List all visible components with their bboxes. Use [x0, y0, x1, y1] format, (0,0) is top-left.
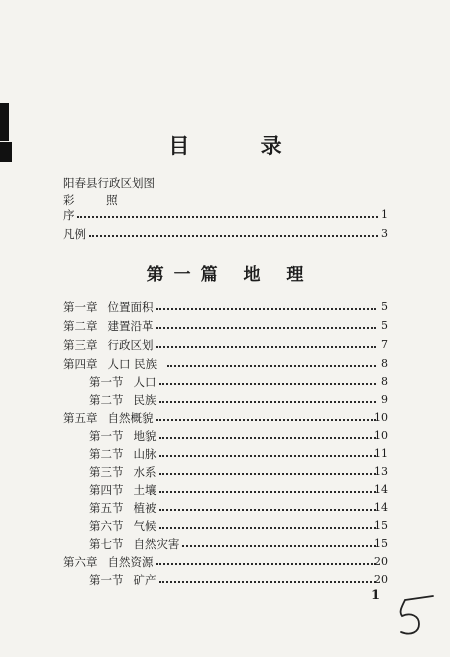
- entry-label: [63, 409, 154, 427]
- leader-dots: [159, 509, 377, 511]
- entry-page: 5: [381, 319, 388, 332]
- entry-page: 20: [374, 573, 388, 586]
- entry-title: 人口 民族: [107, 357, 158, 371]
- toc-entry[interactable]: [0, 427, 450, 445]
- entry-label: [89, 535, 180, 553]
- entry-number: 第一节: [89, 429, 124, 443]
- leader-dots: [77, 216, 378, 218]
- front-item-photos: 彩 照: [63, 193, 132, 207]
- entry-number: 第四节: [89, 483, 124, 497]
- leader-dots: [156, 563, 377, 565]
- toc-entry[interactable]: [0, 553, 450, 571]
- leader-dots: [167, 365, 376, 367]
- entry-label: [63, 553, 154, 571]
- toc-entry[interactable]: [0, 373, 450, 391]
- entry-number: 第五章: [63, 411, 98, 425]
- entry-page: 15: [374, 519, 388, 532]
- toc-entry[interactable]: [0, 298, 450, 316]
- entry-page: 14: [374, 483, 388, 496]
- toc-entry[interactable]: [0, 317, 450, 335]
- entry-title: 自然灾害: [133, 537, 180, 551]
- entry-title: 民族: [133, 393, 157, 407]
- leader-dots: [182, 545, 377, 547]
- entry-title: 土壤: [133, 483, 157, 497]
- leader-dots: [156, 346, 377, 348]
- entry-label: [89, 427, 157, 445]
- leader-dots: [159, 527, 377, 529]
- leader-dots: [89, 235, 378, 237]
- leader-dots: [156, 419, 377, 421]
- entry-label: [89, 499, 157, 517]
- entry-number: 第二节: [89, 393, 124, 407]
- toc-entry[interactable]: [0, 535, 450, 553]
- entry-title: 自然概貌: [107, 411, 154, 425]
- toc-entry-preface[interactable]: [0, 206, 450, 224]
- leader-dots: [159, 491, 377, 493]
- entry-label: [89, 373, 157, 391]
- page-number: 1: [371, 588, 381, 603]
- leader-dots: [159, 473, 377, 475]
- leader-dots: [159, 455, 377, 457]
- toc-entry[interactable]: [0, 463, 450, 481]
- toc-entry[interactable]: [0, 499, 450, 517]
- front-item-map: 阳春县行政区划图: [63, 176, 155, 190]
- entry-label: [89, 463, 157, 481]
- entry-title: 山脉: [133, 447, 157, 461]
- toc-title: 目 录: [168, 133, 314, 158]
- toc-entry[interactable]: [0, 409, 450, 427]
- entry-page: 8: [381, 357, 388, 370]
- entry-title: 位置面积: [107, 300, 154, 314]
- handwritten-mark: [393, 594, 443, 644]
- entry-number: 第一章: [63, 300, 98, 314]
- entry-page: 14: [374, 501, 388, 514]
- entry-label: [63, 355, 157, 373]
- entry-page: 7: [381, 338, 388, 351]
- entry-label: 序: [63, 208, 75, 222]
- entry-label: [89, 391, 157, 409]
- leader-dots: [159, 401, 377, 403]
- entry-label: 凡例: [63, 227, 86, 241]
- entry-page: 9: [381, 393, 388, 406]
- entry-number: 第二章: [63, 319, 98, 333]
- leader-dots: [156, 308, 377, 310]
- entry-label: [89, 517, 157, 535]
- entry-number: 第三章: [63, 338, 98, 352]
- entry-number: 第七节: [89, 537, 124, 551]
- entry-page: 3: [381, 227, 388, 240]
- entry-number: 第一节: [89, 375, 124, 389]
- entry-page: 10: [374, 429, 388, 442]
- entry-number: 第六章: [63, 555, 98, 569]
- entry-title: 建置沿革: [107, 319, 154, 333]
- entry-page: 20: [374, 555, 388, 568]
- entry-title: 矿产: [133, 573, 157, 587]
- entry-title: 植被: [133, 501, 157, 515]
- entry-page: 1: [381, 208, 388, 221]
- toc-entry[interactable]: [0, 517, 450, 535]
- part-title: 第一篇 地 理: [146, 265, 314, 285]
- entry-number: 第四章: [63, 357, 98, 371]
- entry-title: 水系: [133, 465, 157, 479]
- entry-page: 10: [374, 411, 388, 424]
- leader-dots: [156, 327, 377, 329]
- entry-number: 第一节: [89, 573, 124, 587]
- entry-page: 8: [381, 375, 388, 388]
- entry-title: 人口: [133, 375, 157, 389]
- entry-label: [63, 336, 154, 354]
- leader-dots: [159, 437, 377, 439]
- toc-entry[interactable]: [0, 445, 450, 463]
- entry-page: 15: [374, 537, 388, 550]
- entry-label: [89, 571, 157, 589]
- toc-entry[interactable]: [0, 355, 450, 373]
- toc-entry[interactable]: [0, 391, 450, 409]
- toc-entry[interactable]: [0, 481, 450, 499]
- entry-title: 行政区划: [107, 338, 154, 352]
- entry-number: 第二节: [89, 447, 124, 461]
- entry-label: [63, 298, 154, 316]
- entry-label: [63, 317, 154, 335]
- entry-title: 地貌: [133, 429, 157, 443]
- entry-page: 13: [374, 465, 388, 478]
- entry-number: 第六节: [89, 519, 124, 533]
- entry-label: [89, 481, 157, 499]
- entry-page: 11: [374, 447, 388, 460]
- leader-dots: [159, 581, 377, 583]
- entry-number: 第三节: [89, 465, 124, 479]
- toc-entry-notes[interactable]: [0, 225, 450, 243]
- toc-entry[interactable]: [0, 336, 450, 354]
- toc-entry[interactable]: [0, 571, 450, 589]
- entry-title: 气候: [133, 519, 157, 533]
- entry-page: 5: [381, 300, 388, 313]
- entry-number: 第五节: [89, 501, 124, 515]
- leader-dots: [159, 383, 377, 385]
- entry-title: 自然资源: [107, 555, 154, 569]
- entry-label: [89, 445, 157, 463]
